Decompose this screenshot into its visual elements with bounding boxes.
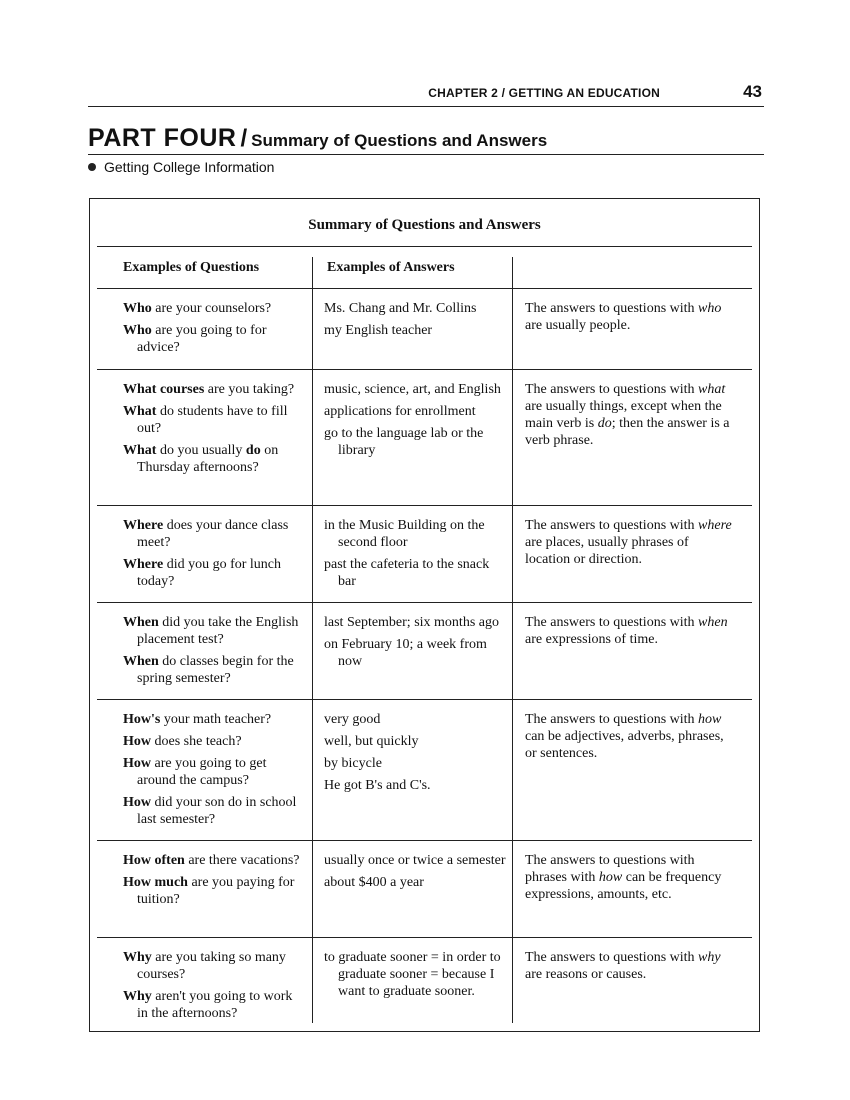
question-example: [123, 381, 303, 398]
answer-cell: [324, 852, 509, 896]
question-text: did you go for lunch today?: [137, 557, 282, 589]
answer-example: to graduate sooner = in order to graduate sooner = because I want to graduate sooner.: [324, 950, 501, 999]
question-example: [123, 442, 303, 476]
section-title: Getting College Information: [104, 159, 275, 175]
answer-example: by bicycle: [324, 756, 382, 771]
explanation-text: are usually things, except when the main verb is: [525, 399, 722, 431]
question-text: are you taking?: [204, 382, 295, 397]
column-header-questions: Examples of Questions: [123, 260, 260, 275]
explanation-text: are usually people.: [525, 318, 631, 333]
answer-cell: [324, 949, 509, 1005]
table-rule: [97, 288, 752, 289]
summary-table: [89, 198, 760, 1032]
explanation-cell: [525, 517, 735, 568]
question-word: When: [123, 654, 159, 669]
answer-cell: [324, 381, 509, 464]
explanation-cell: [525, 300, 735, 334]
column-divider: [312, 257, 313, 1023]
emphasized-word: how: [598, 870, 623, 885]
explanation-text: are places, usually phrases of location or direction.: [525, 535, 689, 567]
answer-example: past the cafeteria to the snack bar: [324, 557, 490, 589]
question-word: Who: [123, 301, 152, 316]
explanation-text: The answers to questions with: [525, 301, 699, 316]
question-word: What: [123, 443, 157, 458]
answer-example: usually once or twice a semester: [324, 853, 506, 868]
question-word: How much: [123, 875, 188, 890]
column-header-answers: Examples of Answers: [327, 260, 455, 275]
question-example: [123, 852, 303, 869]
question-example: [123, 322, 303, 356]
question-text: are you paying for tuition?: [137, 875, 295, 907]
emphasized-word: what: [698, 382, 726, 397]
explanation-text: The answers to questions with: [525, 518, 699, 533]
answer-example: well, but quickly: [324, 734, 419, 749]
explanation-text: can be adjectives, adverbs, phrases, or sentences.: [525, 729, 724, 761]
question-example: [123, 755, 303, 789]
section-subheading: [88, 159, 274, 175]
question-example: [123, 614, 303, 648]
question-text: are your counselors?: [151, 301, 272, 316]
explanation-cell: [525, 852, 735, 903]
table-rule: [97, 937, 752, 938]
answer-cell: [324, 517, 509, 595]
emphasized-word: do: [597, 416, 612, 431]
question-text: did your son do in school last semester?: [137, 795, 297, 827]
emphasized-word: how: [698, 712, 722, 727]
question-cell: [123, 300, 303, 361]
question-word: When: [123, 615, 159, 630]
table-rule: [97, 369, 752, 370]
question-word: Why: [123, 950, 152, 965]
question-text: does your dance class meet?: [137, 518, 289, 550]
question-word: Where: [123, 518, 164, 533]
question-word: do: [245, 443, 261, 458]
chapter-label: CHAPTER 2 / GETTING AN EDUCATION: [428, 86, 660, 100]
question-example: [123, 711, 303, 728]
question-text: are you going to get around the campus?: [137, 756, 267, 788]
explanation-text: The answers to questions with: [525, 615, 699, 630]
part-label: PART FOUR: [88, 124, 237, 152]
question-text: are you going to for advice?: [137, 323, 267, 355]
question-word: How: [123, 795, 151, 810]
question-text: do classes begin for the spring semester?: [137, 654, 294, 686]
question-word: How: [123, 756, 151, 771]
question-example: [123, 733, 303, 750]
question-example: [123, 653, 303, 687]
question-example: [123, 874, 303, 908]
answer-example: my English teacher: [324, 323, 433, 338]
answer-example: on February 10; a week from now: [324, 637, 487, 669]
explanation-text: The answers to questions with: [525, 712, 699, 727]
answer-cell: [324, 614, 509, 675]
question-word: Why: [123, 989, 152, 1004]
explanation-cell: [525, 381, 735, 449]
question-example: [123, 949, 303, 983]
question-example: [123, 517, 303, 551]
explanation-cell: [525, 711, 735, 762]
explanation-cell: [525, 614, 735, 648]
question-example: [123, 403, 303, 437]
question-cell: [123, 711, 303, 833]
answer-cell: [324, 300, 509, 344]
explanation-text: The answers to questions with phrases with: [525, 853, 695, 885]
question-word: How's: [123, 712, 161, 727]
question-word: What: [123, 404, 157, 419]
question-text: did you take the English placement test?: [137, 615, 299, 647]
explanation-text: can be frequency expressions, amounts, etc.: [525, 870, 722, 902]
question-text: do students have to fill out?: [137, 404, 288, 436]
question-text: are you taking so many courses?: [137, 950, 286, 982]
question-word: What courses: [123, 382, 205, 397]
question-word: How: [123, 734, 151, 749]
question-text: on Thursday afternoons?: [137, 443, 279, 475]
question-cell: [123, 949, 303, 1027]
emphasized-word: why: [698, 950, 721, 965]
page-number: 43: [743, 82, 762, 101]
question-word: How often: [123, 853, 185, 868]
answer-example: about $400 a year: [324, 875, 424, 890]
question-cell: [123, 381, 303, 481]
emphasized-word: where: [698, 518, 732, 533]
emphasized-word: who: [698, 301, 722, 316]
explanation-text: The answers to questions with: [525, 382, 699, 397]
question-example: [123, 988, 303, 1022]
bullet-icon: [88, 163, 96, 171]
table-rule: [97, 246, 752, 247]
table-rule: [97, 840, 752, 841]
answer-example: in the Music Building on the second floor: [324, 518, 485, 550]
table-rule: [97, 602, 752, 603]
explanation-text: are reasons or causes.: [525, 967, 647, 982]
question-text: do you usually: [156, 443, 246, 458]
question-cell: [123, 517, 303, 595]
question-text: aren't you going to work in the afternoons?: [137, 989, 293, 1021]
question-text: are there vacations?: [184, 853, 300, 868]
question-text: your math teacher?: [160, 712, 272, 727]
answer-example: go to the language lab or the library: [324, 426, 484, 458]
answer-example: last September; six months ago: [324, 615, 499, 630]
explanation-text: The answers to questions with: [525, 950, 699, 965]
running-head: [88, 80, 764, 107]
explanation-text: are expressions of time.: [525, 632, 658, 647]
part-title: Summary of Questions and Answers: [251, 131, 548, 150]
answer-example: Ms. Chang and Mr. Collins: [324, 301, 477, 316]
answer-cell: [324, 711, 509, 799]
emphasized-word: when: [698, 615, 728, 630]
table-rule: [97, 699, 752, 700]
question-example: [123, 300, 303, 317]
question-word: Who: [123, 323, 152, 338]
explanation-cell: [525, 949, 735, 983]
question-cell: [123, 614, 303, 692]
answer-example: applications for enrollment: [324, 404, 476, 419]
table-title: Summary of Questions and Answers: [308, 217, 541, 233]
table-rule: [97, 505, 752, 506]
question-word: Where: [123, 557, 164, 572]
answer-example: He got B's and C's.: [324, 778, 431, 793]
part-heading: [88, 124, 764, 155]
column-divider: [512, 257, 513, 1023]
part-slash: /: [240, 125, 248, 152]
question-cell: [123, 852, 303, 913]
explanation-text: ; then the answer is a verb phrase.: [525, 416, 730, 448]
question-example: [123, 794, 303, 828]
answer-example: very good: [324, 712, 381, 727]
question-text: does she teach?: [151, 734, 242, 749]
answer-example: music, science, art, and English: [324, 382, 501, 397]
question-example: [123, 556, 303, 590]
